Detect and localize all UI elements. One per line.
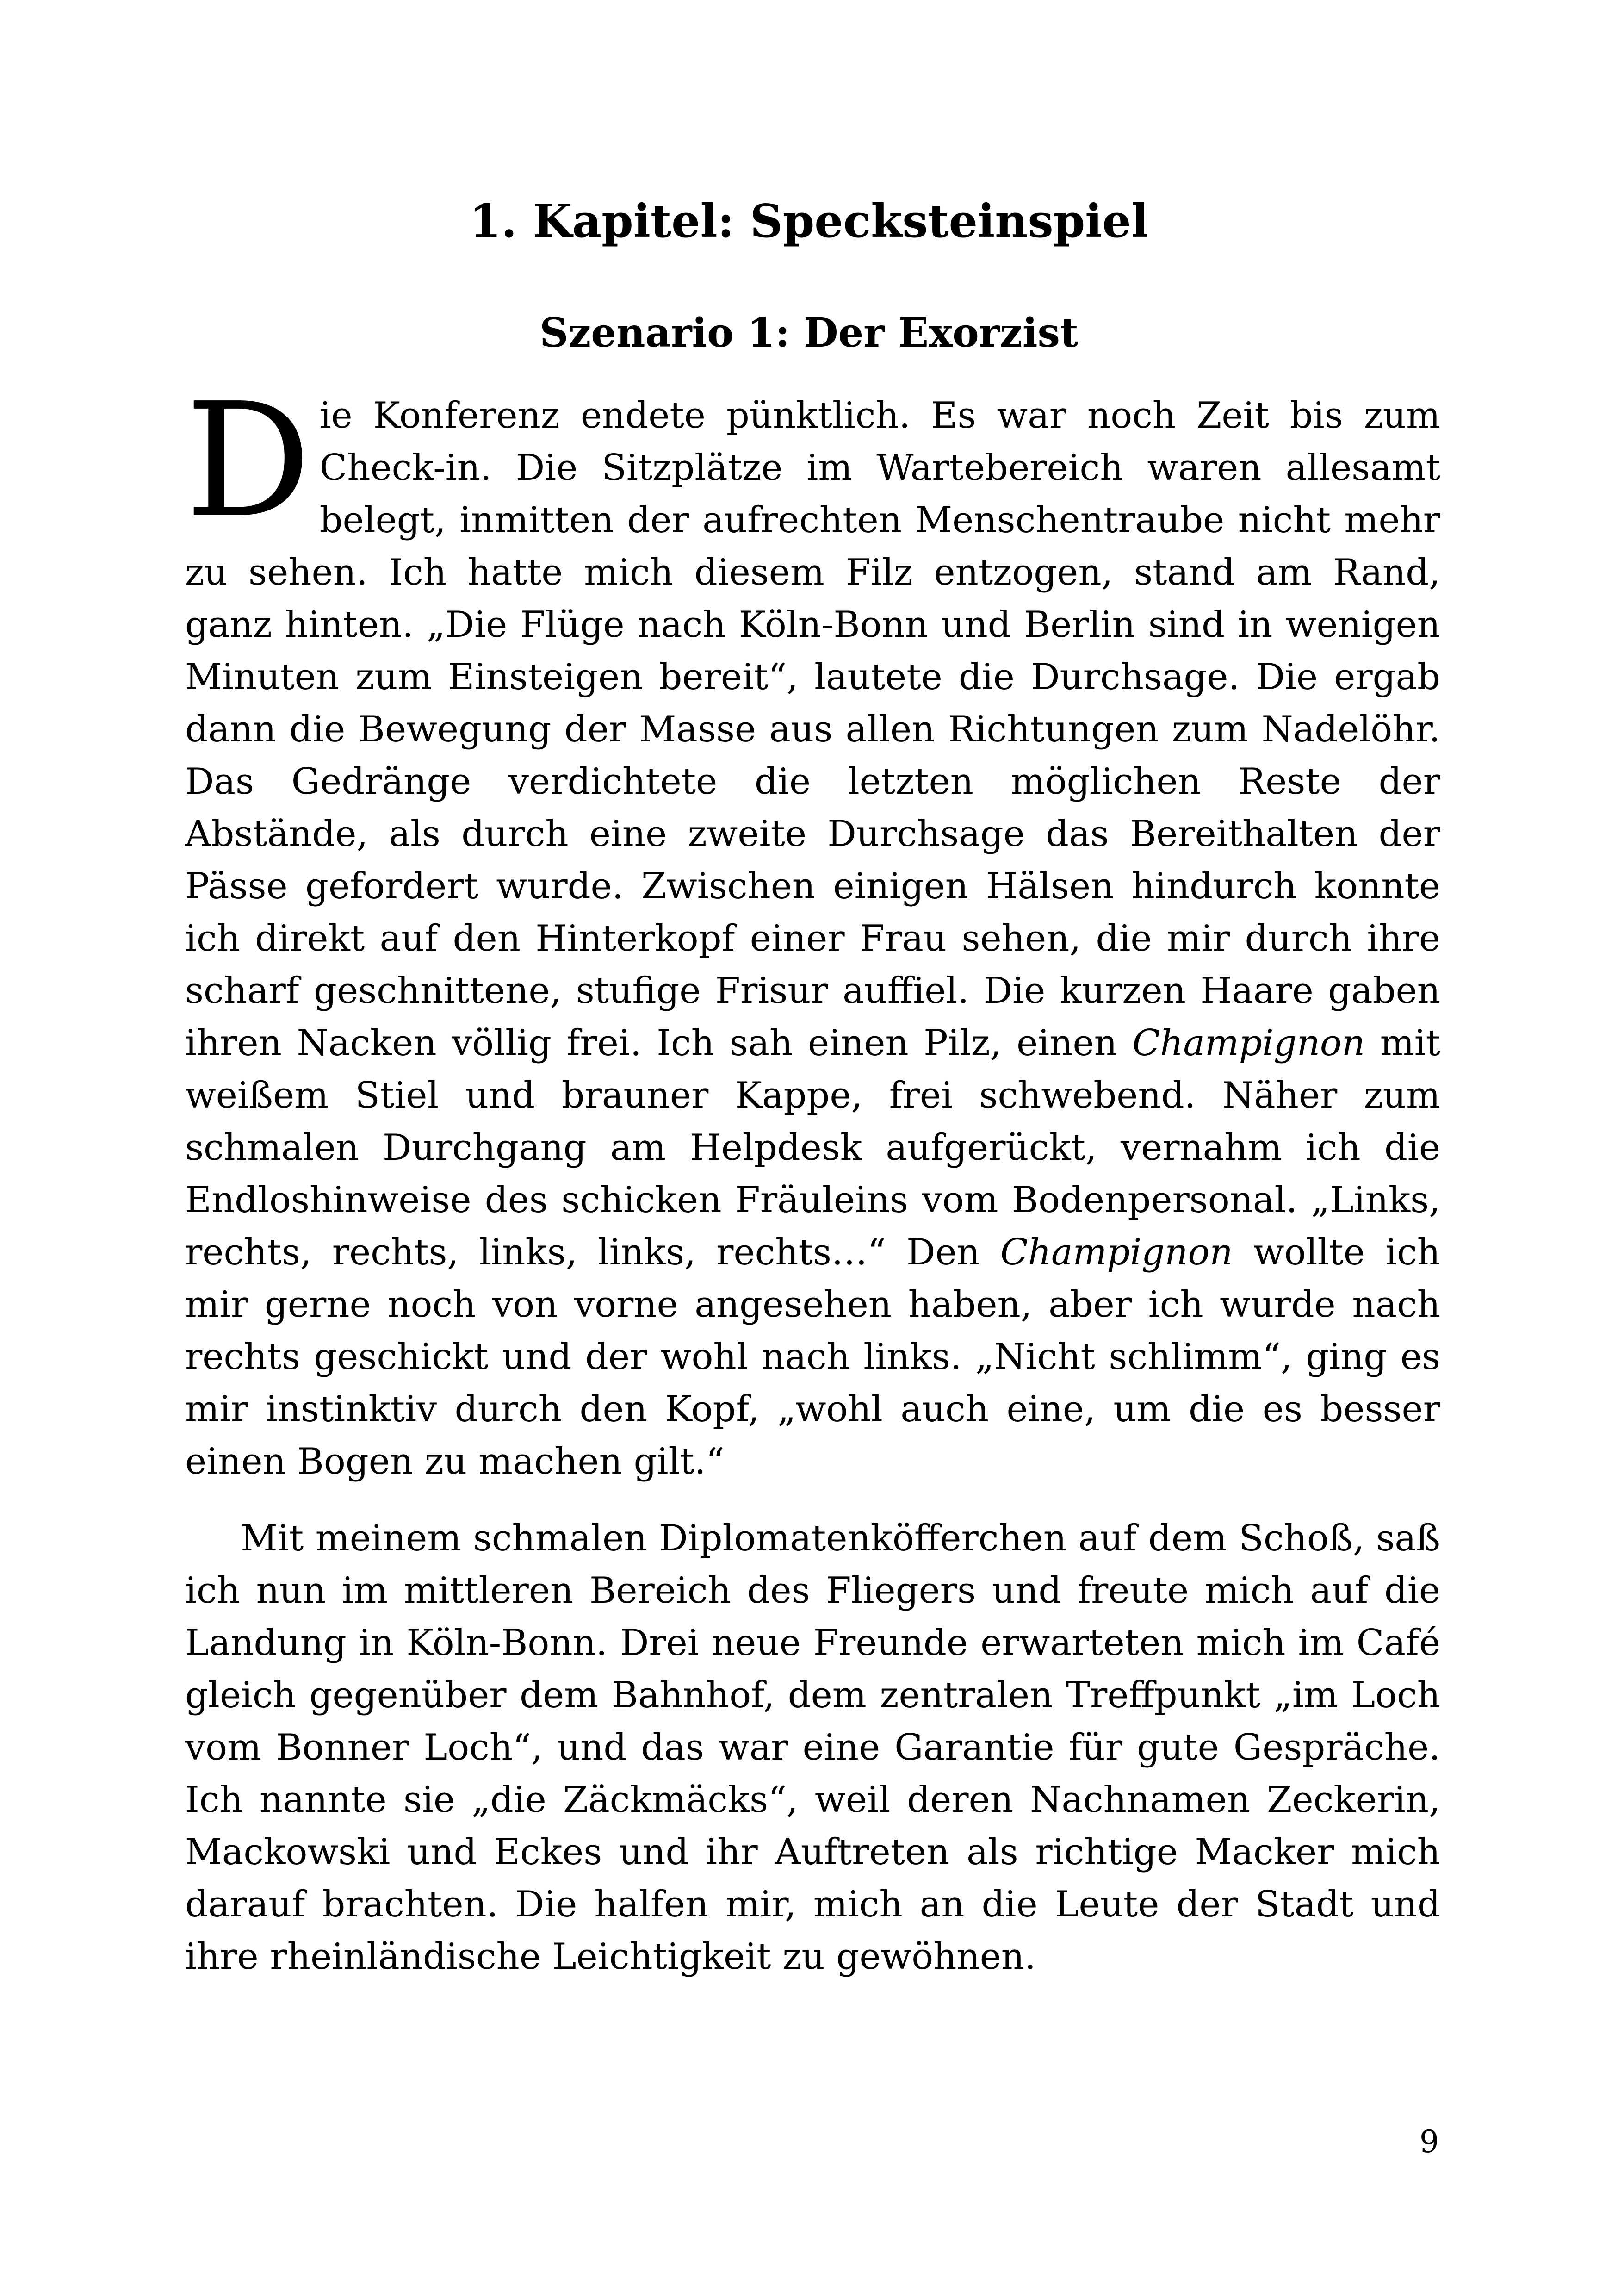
- paragraph-1-part-3: wollte ich mir gerne noch von vorne angesehen haben, aber ich wurde nach rechts geschickt und der wohl nach links. „Nicht schlimm“, ging es mir instinktiv durch den Kopf, „wohl auch eine, um die es besser einen Bogen zu machen gilt.“: [185, 1232, 1440, 1482]
- section-title: Szenario 1: Der Exorzist: [539, 310, 1079, 356]
- emphasis-champignon-1: Champignon: [1132, 1022, 1365, 1064]
- paragraph-1-part-2: mit weißem Stiel und brauner Kappe, frei schwebend. Näher zum schmalen Durchgang am Helpdesk aufgerückt, vernahm ich die Endloshinweise des schicken Fräuleins vom Bodenpersonal. „Links, rechts, rechts, links, links, rechts…“ Den: [185, 1022, 1440, 1273]
- paragraph-2: Mit meinem schmalen Diplomatenköfferchen auf dem Schoß, saß ich nun im mittleren Bereich des Fliegers und freute mich auf die Landung in Köln-Bonn. Drei neue Freunde erwarteten mich im Café gleich gegenüber dem Bahnhof, dem zentralen Treffpunkt „im Loch vom Bonner Loch“, und das war eine Garantie für gute Gespräche. Ich nannte sie „die Zäckmäcks“, weil deren Nachnamen Zeckerin, Mackowski und Eckes und ihr Auftreten als richtige Macker mich darauf brachten. Die halfen mir, mich an die Leute der Stadt und ihre rheinländische Leichtigkeit zu gewöhnen.: [185, 1518, 1440, 1978]
- emphasis-champignon-2: Champignon: [1000, 1232, 1233, 1273]
- paragraph-1: [185, 369, 1440, 1488]
- chapter-title: 1. Kapitel: Specksteinspiel: [470, 195, 1148, 248]
- page-number: 9: [1420, 2124, 1439, 2159]
- drop-cap: D: [185, 369, 311, 553]
- paragraph-1-part-1: ie Konferenz endete pünktlich. Es war noch Zeit bis zum Check-in. Die Sitzplätze im Wartebereich waren allesamt belegt, inmitten der aufrechten Menschentraube nicht mehr zu sehen. Ich hatte mich diesem Filz entzogen, stand am Rand, ganz hinten. „Die Flüge nach Köln-Bonn und Berlin sind in wenigen Minuten zum Einsteigen bereit“, lautete die Durchsage. Die ergab dann die Bewegung der Masse aus allen Richtungen zum Nadelöhr. Das Gedränge verdichtete die letzten möglichen Reste der Abstände, als durch eine zweite Durchsage das Bereithalten der Pässe gefordert wurde. Zwischen einigen Hälsen hindurch konnte ich direkt auf den Hinterkopf einer Frau sehen, die mir durch ihre scharf geschnittene, stufige Frisur auffiel. Die kurzen Haare gaben ihren Nacken völlig frei. Ich sah einen Pilz, einen: [185, 395, 1440, 1064]
- body-text: [185, 369, 1440, 1983]
